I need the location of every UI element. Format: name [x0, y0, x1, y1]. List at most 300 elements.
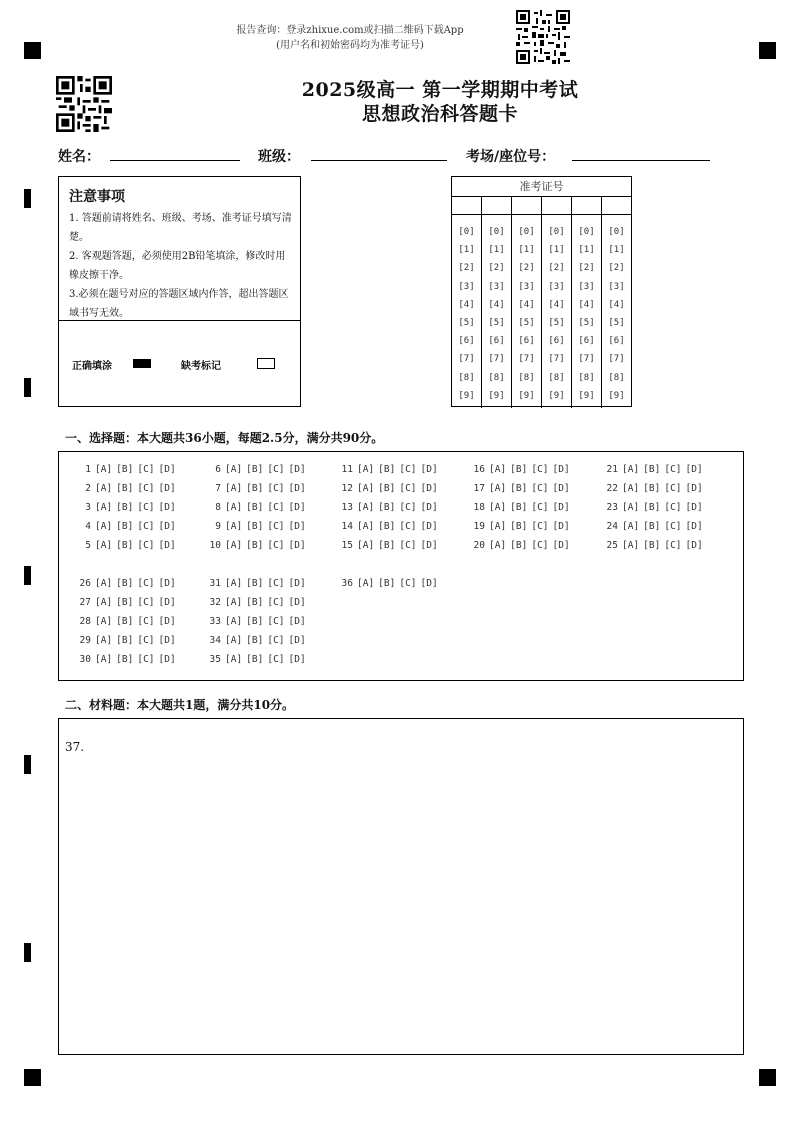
option-bubble[interactable]: [A]: [225, 597, 243, 608]
question-number: 23: [606, 502, 618, 513]
question-number: 26: [79, 578, 91, 589]
option-bubble[interactable]: [B]: [116, 597, 134, 608]
digit-bubble[interactable]: [3]: [518, 281, 535, 292]
option-bubble[interactable]: [D]: [158, 521, 176, 532]
question-number: 7: [215, 483, 221, 494]
option-bubble[interactable]: [D]: [420, 483, 438, 494]
option-bubble[interactable]: [D]: [288, 616, 306, 627]
option-bubble[interactable]: [B]: [116, 578, 134, 589]
choice-question-row: [75, 654, 180, 665]
digit-bubble[interactable]: [4]: [518, 299, 535, 310]
option-bubble[interactable]: [A]: [489, 483, 507, 494]
question-number: 2: [85, 483, 91, 494]
option-bubble[interactable]: [D]: [685, 521, 703, 532]
choice-question-row: [75, 635, 180, 646]
digit-bubble-list: [602, 215, 631, 405]
question-number: 4: [85, 521, 91, 532]
question-number: 20: [473, 540, 485, 551]
option-bubble[interactable]: [B]: [246, 483, 264, 494]
admission-digit-column: [542, 197, 572, 408]
digit-bubble[interactable]: [8]: [518, 372, 535, 383]
option-bubble[interactable]: [C]: [137, 635, 155, 646]
option-bubble[interactable]: [C]: [267, 540, 285, 551]
digit-bubble[interactable]: [2]: [548, 263, 565, 274]
option-bubble[interactable]: [C]: [399, 483, 417, 494]
choice-question-row: [205, 654, 310, 665]
option-bubble[interactable]: [D]: [158, 635, 176, 646]
choice-question-row: [337, 540, 442, 551]
option-bubble[interactable]: [C]: [137, 502, 155, 513]
choice-question-row: [205, 597, 310, 608]
option-bubble[interactable]: [D]: [420, 521, 438, 532]
digit-bubble[interactable]: [3]: [578, 281, 595, 292]
question-number: 17: [473, 483, 485, 494]
option-bubble[interactable]: [A]: [95, 635, 113, 646]
report-credential-note: (用户名和初始密码均为准考证号): [276, 40, 424, 51]
filled-bubble-example: [133, 359, 151, 368]
option-bubble[interactable]: [B]: [116, 654, 134, 665]
digit-bubble[interactable]: [7]: [518, 354, 535, 365]
option-bubble[interactable]: [A]: [225, 502, 243, 513]
option-bubble[interactable]: [B]: [116, 521, 134, 532]
choice-question-row: [469, 464, 574, 475]
option-bubble[interactable]: [B]: [510, 464, 528, 475]
timing-mark: [24, 755, 31, 774]
digit-bubble[interactable]: [9]: [488, 390, 505, 401]
option-bubble[interactable]: [D]: [552, 464, 570, 475]
question-number: 21: [606, 464, 618, 475]
option-bubble[interactable]: [C]: [267, 521, 285, 532]
corner-mark-bottom-left: [24, 1069, 41, 1086]
option-bubble[interactable]: [C]: [664, 540, 682, 551]
digit-bubble[interactable]: [0]: [458, 227, 475, 237]
option-bubble[interactable]: [A]: [357, 464, 375, 475]
digit-bubble[interactable]: [3]: [458, 281, 475, 292]
admission-digit-write-cell[interactable]: [542, 197, 571, 215]
option-bubble[interactable]: [D]: [158, 616, 176, 627]
question-number: 32: [209, 597, 221, 608]
question-number: 18: [473, 502, 485, 513]
digit-bubble-list: [512, 215, 541, 405]
option-bubble[interactable]: [D]: [685, 502, 703, 513]
question-number: 28: [79, 616, 91, 627]
digit-bubble[interactable]: [4]: [458, 299, 475, 310]
option-bubble[interactable]: [C]: [664, 502, 682, 513]
question-number: 25: [606, 540, 618, 551]
option-bubble[interactable]: [D]: [288, 654, 306, 665]
digit-bubble[interactable]: [1]: [608, 245, 625, 256]
option-bubble[interactable]: [A]: [95, 540, 113, 551]
digit-bubble[interactable]: [7]: [458, 354, 475, 365]
digit-bubble[interactable]: [8]: [578, 372, 595, 383]
digit-bubble[interactable]: [2]: [518, 263, 535, 274]
question-number: 36: [341, 578, 353, 589]
subject-title: 思想政治科答题卡: [361, 103, 518, 125]
admission-digit-column: [602, 197, 631, 408]
option-bubble[interactable]: [A]: [357, 502, 375, 513]
option-bubble[interactable]: [C]: [267, 616, 285, 627]
class-label: 班级：: [258, 149, 300, 165]
option-bubble[interactable]: [B]: [116, 540, 134, 551]
digit-bubble[interactable]: [9]: [518, 390, 535, 401]
choice-question-row: [75, 464, 180, 475]
option-bubble[interactable]: [B]: [510, 483, 528, 494]
digit-bubble[interactable]: [1]: [518, 245, 535, 256]
choice-answer-area: [58, 451, 744, 681]
digit-bubble[interactable]: [1]: [458, 245, 475, 256]
option-bubble[interactable]: [B]: [246, 521, 264, 532]
timing-mark: [24, 189, 31, 208]
digit-bubble[interactable]: [2]: [458, 263, 475, 274]
option-bubble[interactable]: [A]: [225, 483, 243, 494]
option-bubble[interactable]: [A]: [489, 502, 507, 513]
option-bubble[interactable]: [C]: [137, 616, 155, 627]
digit-bubble[interactable]: [6]: [458, 336, 475, 347]
choice-question-row: [75, 521, 180, 532]
question-number: 3: [85, 502, 91, 513]
option-bubble[interactable]: [B]: [246, 597, 264, 608]
option-bubble[interactable]: [D]: [288, 464, 306, 475]
option-bubble[interactable]: [A]: [95, 616, 113, 627]
admission-digit-write-cell[interactable]: [602, 197, 631, 215]
question-number: 35: [209, 654, 221, 665]
option-bubble[interactable]: [B]: [116, 464, 134, 475]
option-bubble[interactable]: [A]: [357, 540, 375, 551]
option-bubble[interactable]: [A]: [489, 540, 507, 551]
choice-question-row: [75, 483, 180, 494]
option-bubble[interactable]: [B]: [116, 502, 134, 513]
digit-bubble[interactable]: [9]: [578, 390, 595, 401]
option-bubble[interactable]: [A]: [622, 502, 640, 513]
option-bubble[interactable]: [A]: [225, 464, 243, 475]
digit-bubble[interactable]: [7]: [488, 354, 505, 365]
digit-bubble[interactable]: [0]: [488, 227, 505, 237]
option-bubble[interactable]: [C]: [267, 464, 285, 475]
material-answer-area[interactable]: [58, 718, 744, 1055]
digit-bubble[interactable]: [5]: [578, 317, 595, 328]
option-bubble[interactable]: [B]: [643, 464, 661, 475]
digit-bubble[interactable]: [8]: [548, 372, 565, 383]
question-number: 5: [85, 540, 91, 551]
digit-bubble[interactable]: [5]: [488, 317, 505, 328]
admission-digit-column: [482, 197, 512, 408]
option-bubble[interactable]: [C]: [399, 521, 417, 532]
absent-mark-box[interactable]: [257, 358, 275, 369]
question-number: 34: [209, 635, 221, 646]
option-bubble[interactable]: [D]: [288, 578, 306, 589]
option-bubble[interactable]: [D]: [158, 597, 176, 608]
digit-bubble[interactable]: [0]: [548, 227, 565, 237]
question-number: 13: [341, 502, 353, 513]
option-bubble[interactable]: [C]: [531, 464, 549, 475]
choice-question-row: [75, 616, 180, 627]
digit-bubble[interactable]: [4]: [578, 299, 595, 310]
choice-question-row: [602, 483, 707, 494]
option-bubble[interactable]: [B]: [378, 464, 396, 475]
digit-bubble[interactable]: [7]: [608, 354, 625, 365]
option-bubble[interactable]: [A]: [357, 578, 375, 589]
digit-bubble[interactable]: [5]: [458, 317, 475, 328]
option-bubble[interactable]: [C]: [531, 502, 549, 513]
digit-bubble[interactable]: [1]: [578, 245, 595, 256]
option-bubble[interactable]: [D]: [685, 464, 703, 475]
admission-digit-write-cell[interactable]: [452, 197, 481, 215]
choice-question-row: [337, 578, 442, 589]
option-bubble[interactable]: [B]: [378, 483, 396, 494]
choice-question-row: [602, 521, 707, 532]
option-bubble[interactable]: [B]: [378, 540, 396, 551]
option-bubble[interactable]: [C]: [267, 654, 285, 665]
name-field[interactable]: [110, 160, 240, 161]
option-bubble[interactable]: [D]: [685, 540, 703, 551]
option-bubble[interactable]: [D]: [288, 635, 306, 646]
option-bubble[interactable]: [D]: [552, 521, 570, 532]
option-bubble[interactable]: [C]: [531, 521, 549, 532]
option-bubble[interactable]: [B]: [510, 540, 528, 551]
notice-title: 注意事项: [69, 189, 125, 205]
question-number: 19: [473, 521, 485, 532]
choice-question-row: [337, 464, 442, 475]
option-bubble[interactable]: [D]: [420, 578, 438, 589]
option-bubble[interactable]: [D]: [158, 654, 176, 665]
digit-bubble[interactable]: [0]: [518, 227, 535, 237]
question-number: 31: [209, 578, 221, 589]
option-bubble[interactable]: [A]: [225, 540, 243, 551]
choice-question-row: [75, 578, 180, 589]
option-bubble[interactable]: [A]: [489, 464, 507, 475]
digit-bubble[interactable]: [5]: [608, 317, 625, 328]
section-material-title: 二、材料题：本大题共1题，满分共10分。: [65, 698, 295, 712]
option-bubble[interactable]: [A]: [225, 578, 243, 589]
digit-bubble[interactable]: [1]: [548, 245, 565, 256]
digit-bubble[interactable]: [6]: [518, 336, 535, 347]
choice-question-row: [469, 540, 574, 551]
digit-bubble[interactable]: [3]: [488, 281, 505, 292]
section-choice-title: 一、选择题：本大题共36小题，每题2.5分，满分共90分。: [65, 431, 384, 445]
question-number: 16: [473, 464, 485, 475]
option-bubble[interactable]: [A]: [95, 483, 113, 494]
timing-mark: [24, 566, 31, 585]
digit-bubble[interactable]: [2]: [488, 263, 505, 274]
option-bubble[interactable]: [D]: [288, 502, 306, 513]
digit-bubble[interactable]: [0]: [608, 227, 625, 237]
option-bubble[interactable]: [A]: [95, 502, 113, 513]
digit-bubble[interactable]: [5]: [518, 317, 535, 328]
option-bubble[interactable]: [D]: [420, 464, 438, 475]
option-bubble[interactable]: [A]: [225, 616, 243, 627]
option-bubble[interactable]: [D]: [158, 464, 176, 475]
question-number: 14: [341, 521, 353, 532]
option-bubble[interactable]: [A]: [622, 540, 640, 551]
option-bubble[interactable]: [A]: [225, 654, 243, 665]
digit-bubble[interactable]: [8]: [458, 372, 475, 383]
option-bubble[interactable]: [D]: [158, 578, 176, 589]
digit-bubble-list: [482, 215, 511, 405]
option-bubble[interactable]: [B]: [510, 521, 528, 532]
notice-item: 1. 答题前请将姓名、班级、考场、准考证号填写清楚。: [69, 213, 292, 243]
option-bubble[interactable]: [A]: [225, 635, 243, 646]
option-bubble[interactable]: [D]: [158, 502, 176, 513]
room-seat-field[interactable]: [572, 160, 710, 161]
option-bubble[interactable]: [B]: [246, 635, 264, 646]
option-bubble[interactable]: [C]: [399, 502, 417, 513]
option-bubble[interactable]: [A]: [489, 521, 507, 532]
digit-bubble[interactable]: [7]: [548, 354, 565, 365]
option-bubble[interactable]: [A]: [95, 597, 113, 608]
choice-question-row: [205, 521, 310, 532]
notice-item: 2. 客观题答题，必须使用2B铅笔填涂，修改时用橡皮擦干净。: [69, 251, 286, 281]
option-bubble[interactable]: [B]: [246, 502, 264, 513]
option-bubble[interactable]: [D]: [420, 540, 438, 551]
admission-digit-write-cell[interactable]: [482, 197, 511, 215]
choice-question-row: [469, 483, 574, 494]
digit-bubble[interactable]: [1]: [488, 245, 505, 256]
option-bubble[interactable]: [B]: [116, 635, 134, 646]
digit-bubble[interactable]: [0]: [578, 227, 595, 237]
question-number: 10: [209, 540, 221, 551]
notice-box: [58, 176, 301, 407]
option-bubble[interactable]: [A]: [622, 483, 640, 494]
admission-digit-write-cell[interactable]: [572, 197, 601, 215]
question-37-label: 37.: [65, 740, 85, 754]
option-bubble[interactable]: [B]: [246, 654, 264, 665]
choice-question-row: [75, 597, 180, 608]
option-bubble[interactable]: [C]: [137, 483, 155, 494]
question-number: 27: [79, 597, 91, 608]
choice-question-row: [602, 464, 707, 475]
option-bubble[interactable]: [B]: [643, 502, 661, 513]
option-bubble[interactable]: [A]: [357, 483, 375, 494]
option-bubble[interactable]: [C]: [267, 635, 285, 646]
choice-question-row: [469, 521, 574, 532]
option-bubble[interactable]: [C]: [399, 578, 417, 589]
digit-bubble[interactable]: [6]: [488, 336, 505, 347]
option-bubble[interactable]: [C]: [267, 483, 285, 494]
digit-bubble[interactable]: [3]: [548, 281, 565, 292]
option-bubble[interactable]: [C]: [137, 597, 155, 608]
qr-code-icon: [516, 10, 570, 64]
option-bubble[interactable]: [D]: [158, 540, 176, 551]
option-bubble[interactable]: [B]: [378, 578, 396, 589]
option-bubble[interactable]: [A]: [225, 521, 243, 532]
question-number: 30: [79, 654, 91, 665]
class-field[interactable]: [311, 160, 447, 161]
digit-bubble[interactable]: [8]: [608, 372, 625, 383]
option-bubble[interactable]: [A]: [95, 578, 113, 589]
qr-code-icon: [56, 76, 112, 132]
option-bubble[interactable]: [C]: [137, 521, 155, 532]
option-bubble[interactable]: [D]: [420, 502, 438, 513]
choice-question-row: [337, 502, 442, 513]
option-bubble[interactable]: [C]: [664, 464, 682, 475]
option-bubble[interactable]: [C]: [137, 464, 155, 475]
option-bubble[interactable]: [B]: [246, 616, 264, 627]
option-bubble[interactable]: [C]: [137, 540, 155, 551]
digit-bubble-list: [572, 215, 601, 405]
option-bubble[interactable]: [C]: [531, 483, 549, 494]
option-bubble[interactable]: [B]: [643, 540, 661, 551]
option-bubble[interactable]: [C]: [137, 654, 155, 665]
option-bubble[interactable]: [C]: [664, 483, 682, 494]
option-bubble[interactable]: [A]: [95, 654, 113, 665]
option-bubble[interactable]: [A]: [357, 521, 375, 532]
option-bubble[interactable]: [B]: [116, 616, 134, 627]
option-bubble[interactable]: [D]: [288, 540, 306, 551]
option-bubble[interactable]: [C]: [531, 540, 549, 551]
option-bubble[interactable]: [D]: [158, 483, 176, 494]
digit-bubble[interactable]: [7]: [578, 354, 595, 365]
option-bubble[interactable]: [C]: [399, 464, 417, 475]
digit-bubble[interactable]: [5]: [548, 317, 565, 328]
digit-bubble[interactable]: [4]: [548, 299, 565, 310]
choice-question-row: [337, 483, 442, 494]
option-bubble[interactable]: [B]: [246, 578, 264, 589]
digit-bubble[interactable]: [8]: [488, 372, 505, 383]
option-bubble[interactable]: [B]: [378, 502, 396, 513]
option-bubble[interactable]: [C]: [137, 578, 155, 589]
absent-mark-label: 缺考标记: [181, 361, 221, 372]
digit-bubble[interactable]: [2]: [608, 263, 625, 274]
admission-digit-write-cell[interactable]: [512, 197, 541, 215]
option-bubble[interactable]: [B]: [643, 483, 661, 494]
choice-question-row: [602, 502, 707, 513]
option-bubble[interactable]: [D]: [552, 502, 570, 513]
digit-bubble[interactable]: [6]: [578, 336, 595, 347]
option-bubble[interactable]: [B]: [116, 483, 134, 494]
option-bubble[interactable]: [C]: [267, 502, 285, 513]
option-bubble[interactable]: [C]: [399, 540, 417, 551]
admission-number-columns: [452, 197, 631, 408]
timing-mark: [24, 378, 31, 397]
choice-question-row: [205, 483, 310, 494]
digit-bubble[interactable]: [9]: [458, 390, 475, 401]
question-number: 22: [606, 483, 618, 494]
option-bubble[interactable]: [B]: [510, 502, 528, 513]
choice-question-row: [205, 616, 310, 627]
question-number: 1: [85, 464, 91, 475]
option-bubble[interactable]: [A]: [622, 464, 640, 475]
timing-mark: [24, 943, 31, 962]
option-bubble[interactable]: [D]: [288, 521, 306, 532]
option-bubble[interactable]: [B]: [246, 464, 264, 475]
option-bubble[interactable]: [D]: [552, 540, 570, 551]
option-bubble[interactable]: [B]: [643, 521, 661, 532]
option-bubble[interactable]: [D]: [552, 483, 570, 494]
digit-bubble[interactable]: [9]: [608, 390, 625, 401]
digit-bubble[interactable]: [2]: [578, 263, 595, 274]
option-bubble[interactable]: [A]: [95, 521, 113, 532]
option-bubble[interactable]: [D]: [685, 483, 703, 494]
digit-bubble[interactable]: [3]: [608, 281, 625, 292]
option-bubble[interactable]: [A]: [622, 521, 640, 532]
option-bubble[interactable]: [D]: [288, 483, 306, 494]
option-bubble[interactable]: [C]: [664, 521, 682, 532]
digit-bubble[interactable]: [6]: [548, 336, 565, 347]
option-bubble[interactable]: [C]: [267, 597, 285, 608]
digit-bubble[interactable]: [9]: [548, 390, 565, 401]
option-bubble[interactable]: [C]: [267, 578, 285, 589]
option-bubble[interactable]: [B]: [246, 540, 264, 551]
digit-bubble[interactable]: [4]: [488, 299, 505, 310]
admission-number-grid: [451, 176, 632, 407]
digit-bubble[interactable]: [6]: [608, 336, 625, 347]
digit-bubble[interactable]: [4]: [608, 299, 625, 310]
option-bubble[interactable]: [A]: [95, 464, 113, 475]
option-bubble[interactable]: [B]: [378, 521, 396, 532]
question-number: 24: [606, 521, 618, 532]
choice-question-row: [75, 502, 180, 513]
option-bubble[interactable]: [D]: [288, 597, 306, 608]
